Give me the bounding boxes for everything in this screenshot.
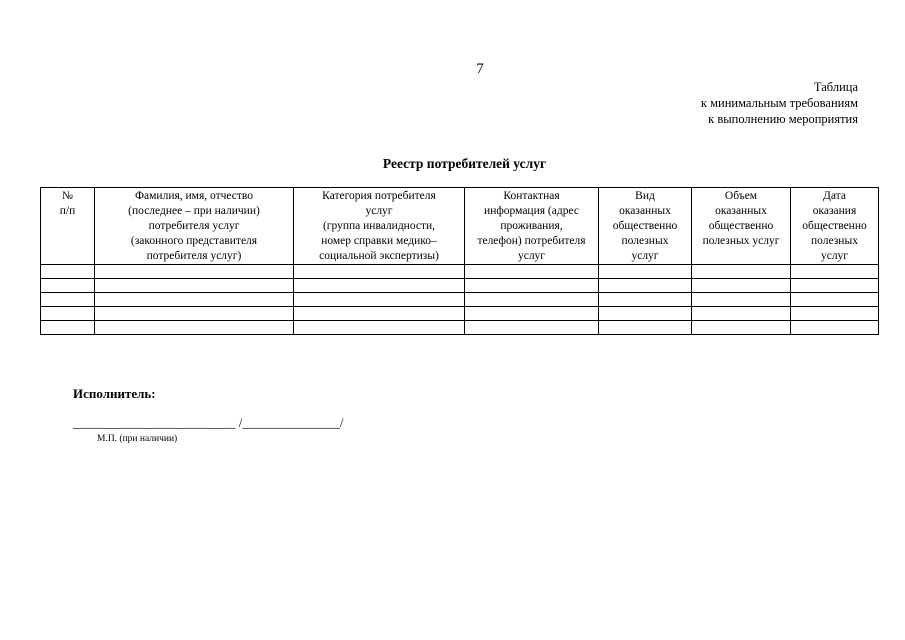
document-header <box>701 79 858 127</box>
column-header-line: номер справки медико– <box>321 235 437 247</box>
column-header-line: полезных <box>811 235 858 247</box>
column-header-line: потребителя услуг <box>148 220 240 232</box>
table-row <box>41 321 879 335</box>
signature-line: _________________________ /_______________/ <box>73 415 344 430</box>
column-header-line: информация (адрес <box>484 205 579 217</box>
table-cell <box>95 293 294 307</box>
table-cell <box>465 307 599 321</box>
table-cell <box>465 265 599 279</box>
column-header-line: Объем <box>724 190 758 202</box>
table-cell <box>41 321 95 335</box>
column-header-line: потребителя услуг) <box>146 250 242 262</box>
column-header-line: общественно <box>708 220 774 232</box>
table-cell <box>599 293 692 307</box>
column-header-line: п/п <box>59 205 76 217</box>
table-cell <box>791 265 879 279</box>
table-cell <box>465 293 599 307</box>
table-cell <box>95 265 294 279</box>
column-header-full-name <box>95 188 294 265</box>
table-cell <box>95 307 294 321</box>
column-header-line: Дата <box>823 190 846 202</box>
column-header-line: № <box>62 190 73 202</box>
table-cell <box>41 265 95 279</box>
table-cell <box>294 321 465 335</box>
table-cell <box>692 265 791 279</box>
table-cell <box>692 307 791 321</box>
column-header-line: проживания, <box>500 220 563 232</box>
header-line: к минимальным требованиям <box>700 96 858 110</box>
table-cell <box>294 307 465 321</box>
table-body <box>41 265 879 335</box>
header-line: к выполнению мероприятия <box>708 112 858 126</box>
table-cell <box>599 279 692 293</box>
table-cell <box>599 321 692 335</box>
column-header-line: телефон) потребителя <box>477 235 586 247</box>
table-cell <box>599 265 692 279</box>
column-header-category <box>294 188 465 265</box>
column-header-line: оказания <box>812 205 857 217</box>
column-header-line: полезных услуг <box>702 235 780 247</box>
column-header-line: оказанных <box>619 205 671 217</box>
table-row <box>41 279 879 293</box>
column-header-line: услуг <box>517 250 546 262</box>
column-header-line: Вид <box>635 190 655 202</box>
column-header-line: услуг <box>820 250 849 262</box>
column-header-contact <box>465 188 599 265</box>
document-title: Реестр потребителей услуг <box>382 156 547 171</box>
table-cell <box>294 265 465 279</box>
consumer-registry-table <box>40 187 879 335</box>
page-number: 7 <box>476 61 484 77</box>
column-header-line: общественно <box>612 220 678 232</box>
table-cell <box>791 293 879 307</box>
table-cell <box>791 321 879 335</box>
table-cell <box>692 293 791 307</box>
table-cell <box>465 279 599 293</box>
table-cell <box>465 321 599 335</box>
table-cell <box>294 279 465 293</box>
table-cell <box>41 293 95 307</box>
column-header-number <box>41 188 95 265</box>
table-row <box>41 307 879 321</box>
table-cell <box>599 307 692 321</box>
table-cell <box>791 307 879 321</box>
column-header-line: общественно <box>802 220 867 232</box>
column-header-service-date <box>791 188 879 265</box>
executor-label: Исполнитель: <box>73 386 156 401</box>
column-header-line: Контактная <box>503 190 560 202</box>
table-cell <box>95 321 294 335</box>
column-header-line: Категория потребителя <box>322 190 436 202</box>
table-cell <box>41 307 95 321</box>
column-header-line: услуг <box>365 205 393 217</box>
table-header-row <box>41 188 879 265</box>
column-header-line: услуг <box>631 250 659 262</box>
table-cell <box>692 279 791 293</box>
column-header-line: (законного представителя <box>130 235 258 247</box>
column-header-line: социальной экспертизы) <box>319 250 439 262</box>
header-line: Таблица <box>813 80 858 94</box>
column-header-line: оказанных <box>715 205 767 217</box>
table-row <box>41 265 879 279</box>
column-header-line: Фамилия, имя, отчество <box>134 190 254 202</box>
column-header-service-volume <box>692 188 791 265</box>
table-row <box>41 293 879 307</box>
table-cell <box>41 279 95 293</box>
table-cell <box>95 279 294 293</box>
column-header-line: (группа инвалидности, <box>322 220 436 232</box>
column-header-service-type <box>599 188 692 265</box>
table-cell <box>692 321 791 335</box>
table-cell <box>791 279 879 293</box>
column-header-line: (последнее – при наличии) <box>128 205 260 217</box>
table-cell <box>294 293 465 307</box>
column-header-line: полезных <box>621 235 669 247</box>
stamp-note: М.П. (при наличии) <box>97 434 178 444</box>
